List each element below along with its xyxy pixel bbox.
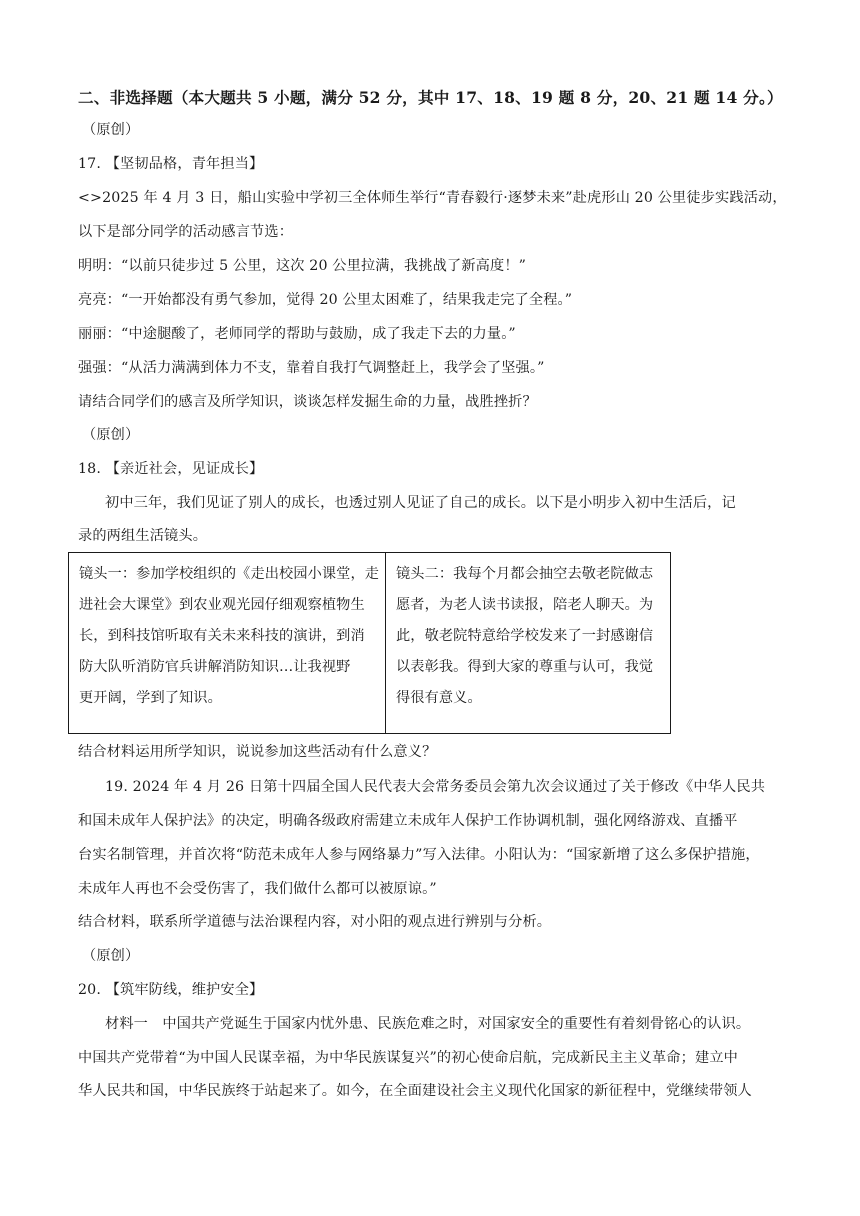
shot-two-line: 此，敬老院特意给学校发来了一封感谢信 — [396, 628, 654, 644]
shot-one-line: 长，到科技馆听取有关未来科技的演讲，到消 — [79, 628, 365, 644]
shot-one-cell — [69, 553, 386, 734]
q20-material-line2: 中国共产党带着“为中国人民谋幸福，为中华民族谋复兴”的初心使命启航，完成新民主主义革命；建立中 — [78, 1050, 738, 1066]
shot-one-line: 进社会大课堂》到农业观光园仔细观察植物生 — [79, 597, 365, 613]
source-tag: （原创） — [82, 427, 140, 443]
shot-two-line: 得很有意义。 — [396, 690, 482, 706]
q17-title: 17. 【坚韧品格，青年担当】 — [78, 156, 264, 172]
source-tag: （原创） — [82, 122, 140, 138]
shot-one-line: 更开阔，学到了知识。 — [79, 690, 222, 706]
q17-intro-line2: 以下是部分同学的活动感言节选： — [78, 224, 294, 240]
q17-quote-liangliang: 亮亮：“一开始都没有勇气参加，觉得 20 公里太困难了，结果我走完了全程。” — [78, 292, 573, 308]
q19-line4: 未成年人再也不会受伤害了，我们做什么都可以被原谅。” — [78, 881, 437, 897]
q20-title: 20. 【筑牢防线，维护安全】 — [78, 982, 264, 998]
shot-one-line: 镜头一：参加学校组织的《走出校园小课堂，走 — [79, 566, 380, 582]
q17-quote-qiangqiang: 强强：“从活力满满到体力不支，靠着自我打气调整赶上，我学会了坚强。” — [78, 360, 545, 376]
q18-intro-line1: 初中三年，我们见证了别人的成长，也透过别人见证了自己的成长。以下是小明步入初中生活后，记 — [105, 495, 736, 511]
q17-question: 请结合同学们的感言及所学知识，谈谈怎样发掘生命的力量，战胜挫折？ — [78, 394, 537, 410]
q18-intro-line2: 录的两组生活镜头。 — [78, 528, 208, 544]
shot-two-line: 镜头二：我每个月都会抽空去敬老院做志 — [396, 566, 654, 582]
q18-shots-table — [68, 552, 671, 734]
q18-title: 18. 【亲近社会，见证成长】 — [78, 461, 264, 477]
q17-intro-line1: <>2025 年 4 月 3 日，船山实验中学初三全体师生举行“青春毅行·逐梦未来”赴虎形山 20 公里徒步实践活动， — [78, 190, 787, 206]
q17-quote-lili: 丽丽：“中途腿酸了，老师同学的帮助与鼓励，成了我走下去的力量。” — [78, 326, 516, 342]
q20-material-line3: 华人民共和国，中华民族终于站起来了。如今，在全面建设社会主义现代化国家的新征程中，党继续带领人 — [78, 1083, 752, 1099]
q19-line2: 和国未成年人保护法》的决定，明确各级政府需建立未成年人保护工作协调机制，强化网络游戏、直播平 — [78, 813, 738, 829]
q20-material-line1: 材料一 中国共产党诞生于国家内忧外患、民族危难之时，对国家安全的重要性有着刻骨铭心的认识。 — [105, 1016, 751, 1032]
q19-line3: 台实名制管理，并首次将“防范未成年人参与网络暴力”写入法律。小阳认为：“国家新增了这么多保护措施， — [78, 847, 760, 863]
shot-one-line: 防大队听消防官兵讲解消防知识…让我视野 — [79, 659, 351, 675]
q17-quote-mingming: 明明：“以前只徒步过 5 公里，这次 20 公里拉满，我挑战了新高度！” — [78, 258, 527, 274]
q18-question: 结合材料运用所学知识，说说参加这些活动有什么意义？ — [78, 744, 437, 760]
shot-two-line: 以表彰我。得到大家的尊重与认可，我觉 — [396, 659, 654, 675]
source-tag: （原创） — [82, 948, 140, 964]
section-heading: 二、非选择题（本大题共 5 小题，满分 52 分，其中 17、18、19 题 8 分，20、21 题 14 分。） — [78, 88, 783, 107]
shot-two-line: 愿者，为老人读书读报，陪老人聊天。为 — [396, 597, 654, 613]
q19-question: 结合材料，联系所学道德与法治课程内容，对小阳的观点进行辨别与分析。 — [78, 914, 552, 930]
shot-two-cell — [386, 553, 671, 734]
q19-line1: 19. 2024 年 4 月 26 日第十四届全国人民代表大会常务委员会第九次会议通过了关于修改《中华人民共 — [105, 779, 766, 795]
